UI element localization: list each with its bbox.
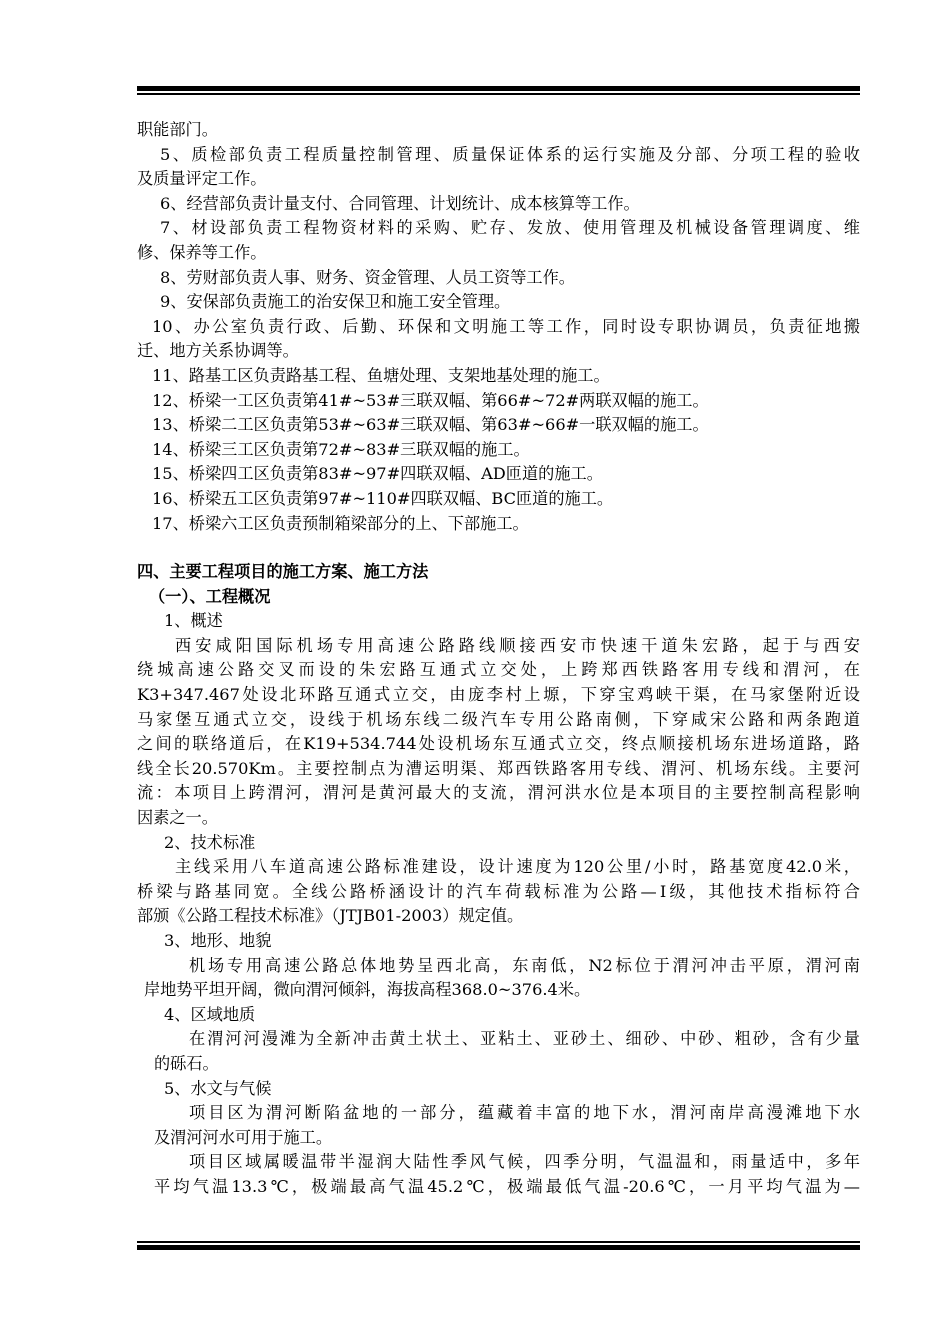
text-line: 之间的联络道后，在K19+534.744处设机场东互通式立交，终点顺接机场东进场道路，路 [137, 734, 860, 754]
section-gap [137, 536, 860, 560]
section-heading: 四、主要工程项目的施工方案、施工方法 [137, 562, 429, 582]
paragraph [137, 389, 860, 414]
document-body [137, 118, 860, 1200]
text-line: 项目区域属暖温带半湿润大陆性季风气候，四季分明，气温温和，雨量适中，多年 [189, 1152, 860, 1172]
paragraph [137, 266, 860, 291]
paragraph [137, 929, 860, 954]
text-line: 马家堡互通式立交，设线于机场东线二级汽车专用公路南侧，下穿咸宋公路和两条跑道 [137, 709, 860, 729]
text-line: K3+347.467处设北环路互通式立交，由庞李村上塬，下穿宝鸡峡干渠，在马家堡附近设 [137, 685, 860, 705]
text-line: 修、保养等工作。 [137, 242, 267, 262]
text-line: 3、地形、地貌 [164, 931, 272, 950]
text-line: 6、经营部负责计量支付、合同管理、计划统计、成本核算等工作。 [160, 193, 640, 213]
footer-rule-thick [137, 1245, 860, 1250]
footer-rule-thin [137, 1241, 860, 1243]
paragraph [137, 1077, 860, 1102]
text-line: 1、概述 [164, 611, 223, 631]
text-line: 15、桥梁四工区负责第83#~97#四联双幅、AD匝道的施工。 [152, 464, 603, 484]
paragraph [137, 143, 860, 192]
header-rule-thick [137, 86, 860, 91]
paragraph [137, 512, 860, 537]
text-line: 部颁《公路工程技术标准》（JTJB01-2003）规定值。 [137, 906, 524, 926]
text-line: 2、技术标准 [164, 832, 256, 852]
paragraph [137, 438, 860, 463]
text-line: 及渭河河水可用于施工。 [154, 1127, 333, 1147]
text-line: 平均气温13.3℃，极端最高气温45.2℃，极端最低气温-20.6℃，一月平均气温为— [154, 1176, 860, 1196]
paragraph [137, 1027, 860, 1076]
paragraph [137, 1101, 860, 1150]
text-line: 17、桥梁六工区负责预制箱梁部分的上、下部施工。 [152, 513, 529, 533]
paragraph [137, 413, 860, 438]
paragraph [137, 634, 860, 831]
text-line: 主线采用八车道高速公路标准建设，设计速度为120公里/小时，路基宽度42.0米， [175, 857, 860, 877]
text-line: 14、桥梁三工区负责第72#~83#三联双幅的施工。 [152, 439, 530, 459]
text-line: 13、桥梁二工区负责第53#~63#三联双幅、第63#~66#一联双幅的施工。 [152, 415, 709, 435]
paragraph [137, 487, 860, 512]
text-line: 职能部门。 [137, 120, 218, 139]
text-line: 7、材设部负责工程物资材料的采购、贮存、发放、使用管理及机械设备管理调度、维 [160, 218, 860, 238]
paragraph [137, 831, 860, 856]
paragraph [137, 216, 860, 265]
text-line: 岸地势平坦开阔，微向渭河倾斜，海拔高程368.0~376.4米。 [144, 980, 591, 1000]
paragraph [137, 315, 860, 364]
text-line: 11、路基工区负责路基工程、鱼塘处理、支架地基处理的施工。 [152, 365, 610, 385]
text-line: 5、质检部负责工程质量控制管理、质量保证体系的运行实施及分部、分项工程的验收 [160, 144, 860, 164]
text-line: 9、安保部负责施工的治安保卫和施工安全管理。 [160, 292, 511, 312]
paragraph [137, 118, 860, 143]
text-line: 10、办公室负责行政、后勤、环保和文明施工等工作，同时设专职协调员，负责征地搬 [152, 316, 860, 336]
text-line: 5、水文与气候 [164, 1078, 272, 1098]
paragraph [137, 364, 860, 389]
paragraph [137, 609, 860, 634]
text-line: 因素之一。 [137, 808, 218, 828]
paragraph [137, 290, 860, 315]
paragraph [137, 192, 860, 217]
text-line: 流：本项目上跨渭河，渭河是黄河最大的支流，渭河洪水位是本项目的主要控制高程影响 [137, 783, 860, 803]
paragraph [137, 1150, 860, 1199]
text-line: 绕城高速公路交叉而设的朱宏路互通式立交处，上跨郑西铁路客用专线和渭河，在 [137, 660, 860, 680]
paragraph [137, 954, 860, 1003]
text-line: 线全长20.570Km。主要控制点为漕运明渠、郑西铁路客用专线、渭河、机场东线。主要河 [137, 758, 860, 778]
text-line: 项目区为渭河断陷盆地的一部分，蕴藏着丰富的地下水，渭河南岸高漫滩地下水 [189, 1103, 860, 1123]
header-rule-thin [137, 93, 860, 95]
text-line: 及质量评定工作。 [137, 169, 267, 189]
paragraph [137, 1003, 860, 1028]
paragraph [137, 585, 860, 610]
paragraph [137, 560, 860, 585]
text-line: 机场专用高速公路总体地势呈西北高，东南低，N2标位于渭河冲击平原，渭河南 [189, 955, 860, 975]
text-line: 迁、地方关系协调等。 [137, 341, 299, 361]
text-line: 4、区域地质 [164, 1004, 256, 1024]
text-line: 12、桥梁一工区负责第41#~53#三联双幅、第66#~72#两联双幅的施工。 [152, 390, 709, 410]
text-line: 桥梁与路基同宽。全线公路桥涵设计的汽车荷载标准为公路—Ⅰ级，其他技术指标符合 [137, 881, 860, 901]
paragraph [137, 855, 860, 929]
text-line: 的砾石。 [154, 1053, 219, 1073]
paragraph [137, 462, 860, 487]
text-line: 西安咸阳国际机场专用高速公路路线顺接西安市快速干道朱宏路，起于与西安 [175, 635, 860, 655]
text-line: 在渭河河漫滩为全新冲击黄土状土、亚粘土、亚砂土、细砂、中砂、粗砂，含有少量 [189, 1029, 860, 1049]
text-line: 8、劳财部负责人事、财务、资金管理、人员工资等工作。 [160, 267, 575, 287]
section-heading: （一）、工程概况 [149, 586, 271, 606]
text-line: 16、桥梁五工区负责第97#~110#四联双幅、BC匝道的施工。 [152, 488, 614, 508]
